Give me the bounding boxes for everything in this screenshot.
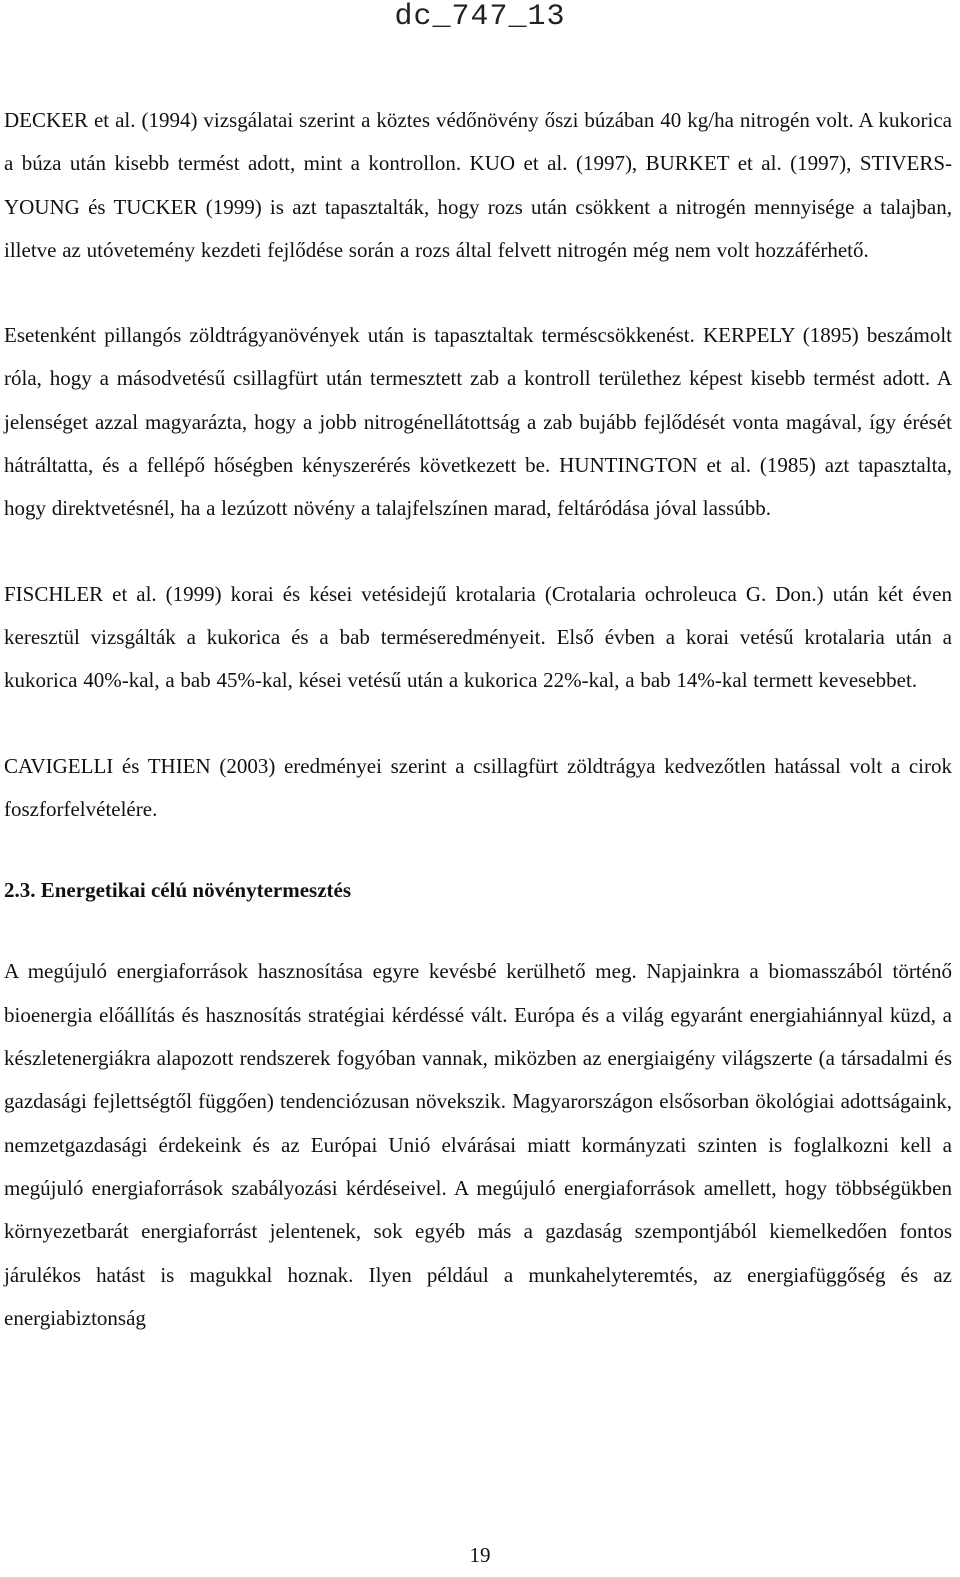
paragraph-spacer bbox=[4, 831, 952, 869]
document-body bbox=[4, 99, 952, 1340]
section-heading: 2.3. Energetikai célú növénytermesztés bbox=[4, 878, 352, 903]
paragraph-spacer bbox=[4, 272, 952, 314]
paragraph-cavigelli: CAVIGELLI és THIEN (2003) eredményei szerint a csillagfürt zöldtrágya kedvezőtlen hatással volt a cirok foszforfelvételére. bbox=[4, 753, 952, 821]
page-number: 19 bbox=[469, 1543, 491, 1567]
paragraph-spacer bbox=[4, 703, 952, 745]
paragraph-energy: A megújuló energiaforrások hasznosítása egyre kevésbé kerülhető meg. Napjainkra a biomasszából történő bioenergia előállítás és hasznosítás stratégiai kérdéssé vált. Európa és a világ egyaránt energiahiánnyal küzd, a készletenergiákra alapozott rendszerek fogyóban vannak, miközben az energiaigény világszerte (a társadalmi és gazdasági fejlettségtől függően) tendenciózusan növekszik. Magyarországon elsősorban ökológiai adottságaink, nemzetgazdasági érdekeink és az Európai Unió elvárásai miatt kormányzati szinten is foglalkozni kell a megújuló energiaforrások szabályozási kérdéseivel. A megújuló energiaforrások amellett, hogy többségükben környezetbarát energiaforrást jelentenek, sok egyéb más a gazdaság szempontjából kiemelkedően fontos járulékos hatást is magukkal hoznak. Ilyen például a munkahelyteremtés, az energiafüggőség és az energiabiztonság bbox=[4, 959, 952, 1330]
paragraph-spacer bbox=[4, 531, 952, 573]
paragraph-kerpely: Esetenként pillangós zöldtrágyanövények után is tapasztaltak terméscsökkenést. KERPELY (1895) beszámolt róla, hogy a másodvetésű csillagfürt után termesztett zab a kontroll területhez képest kisebb termést adott. A jelenséget azzal magyarázta, hogy a jobb nitrogénellátottság a zab bujább fejlődését vonta magával, így érését hátráltatta, és a fellépő hőségben kényszerérés következett be. HUNTINGTON et al. (1985) azt tapasztalta, hogy direktvetésnél, ha a lezúzott növény a talajfelszínen marad, feltáródása jóval lassúbb. bbox=[4, 323, 952, 521]
paragraph-spacer bbox=[4, 912, 952, 950]
paragraph-decker: DECKER et al. (1994) vizsgálatai szerint a köztes védőnövény őszi búzában 40 kg/ha nitrogén volt. A kukorica a búza után kisebb termést adott, mint a kontrollon. KUO et al. (1997), BURKET et al. (1997), STIVERS-YOUNG és TUCKER (1999) is azt tapasztalták, hogy rozs után csökkent a nitrogén mennyisége a talajban, illetve az utóvetemény kezdeti fejlődése során a rozs által felvett nitrogén még nem volt hozzáférhető. bbox=[4, 108, 952, 262]
document-code-header: dc_747_13 bbox=[394, 0, 566, 34]
paragraph-fischler: FISCHLER et al. (1999) korai és kései vetésidejű krotalaria (Crotalaria ochroleuca G. Don.) után két éven keresztül vizsgálták a kukorica és a bab terméseredményeit. Első évben a korai vetésű krotalaria után a kukorica 40%-kal, a bab 45%-kal, kései vetésű után a kukorica 22%-kal, a bab 14%-kal termett kevesebbet. bbox=[4, 581, 952, 693]
